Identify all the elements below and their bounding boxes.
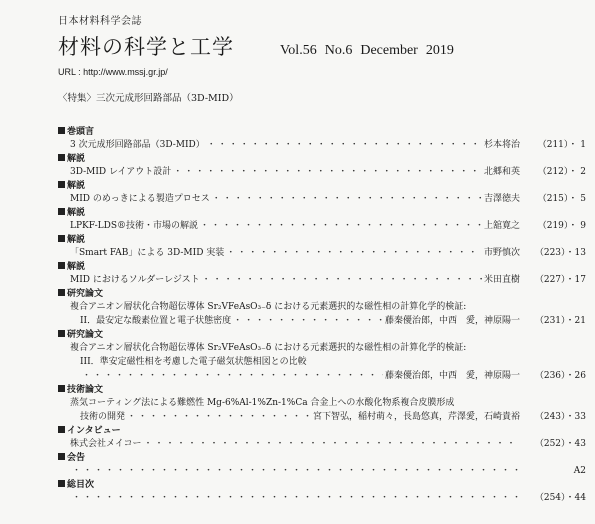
toc-category [58,151,586,164]
toc-entry-title[interactable]: MID のめっきによる製造プロセス [70,194,210,204]
category-square-icon [58,330,65,337]
leader-dots [202,272,482,285]
leader-dots [226,245,482,258]
toc-entry-page: （252）・43 [534,439,586,449]
toc-entry[interactable] [58,164,586,178]
toc-category-label: 技術論文 [67,385,104,395]
feature-title: 〈特集〉三次元成形回路部品（3D-MID） [58,93,239,104]
toc-entry-page: （219）・ 9 [537,221,586,231]
toc-category-label: 解説 [67,154,86,164]
toc-entry[interactable] [58,368,586,382]
toc-category-label: 解説 [67,208,86,218]
leader-dots [233,313,383,326]
toc-title-line[interactable]: 蒸気コーティング法による難燃性 Mg-6%Al-1%Zn-1%Ca 合金上への水酸化物系複合皮膜形成 [70,398,455,408]
toc-category-label: 研究論文 [67,330,104,340]
toc-entry-author: 北郷和英 [483,167,520,177]
toc-entry-page: （227）・17 [534,275,586,285]
toc-entry-title[interactable]: 3 次元成形回路部品（3D-MID） [70,140,205,150]
issue-info [280,43,462,59]
toc-entry-author: 藤秦優治郎，中西 愛，神原陽一 [384,371,520,381]
toc-category [58,232,586,245]
toc-entry[interactable] [58,137,586,151]
leader-dots [143,436,518,449]
toc-entry-page: （215）・ 5 [537,194,586,204]
category-square-icon [58,262,65,269]
category-square-icon [58,289,65,296]
toc-entry[interactable] [58,272,586,286]
toc-entry-author: 米田直樹 [483,275,520,285]
toc-entry[interactable] [58,313,586,327]
category-square-icon [58,426,65,433]
journal-title-row [58,31,578,61]
toc-entry-author: 吉澤徳夫 [483,194,520,204]
toc-category [58,450,586,463]
volume: Vol.56 [280,43,317,58]
toc-entry-author: 杉本将治 [483,140,520,150]
table-of-contents [58,124,586,504]
category-square-icon [58,181,65,188]
toc-category-label: インタビュー [67,426,121,436]
toc-entry-author: 市野慎次 [483,248,520,258]
toc-entry[interactable] [58,436,586,450]
toc-entry[interactable] [58,218,586,232]
toc-entry[interactable] [58,463,586,477]
month: December [360,43,418,58]
leader-dots [127,409,311,422]
toc-category-label: 研究論文 [67,289,104,299]
toc-category [58,205,586,218]
leader-dots [82,368,383,381]
toc-title-line[interactable]: III．準安定磁性相を考慮した電子磁気状態相図との比較 [80,357,307,367]
toc-category [58,382,586,395]
toc-entry-author: 藤秦優治郎，中西 愛，神原陽一 [384,316,520,326]
number: No.6 [324,43,353,58]
toc-entry-page: （243）・33 [534,412,586,422]
journal-url[interactable]: URL : http://www.mssj.gr.jp/ [58,67,168,77]
toc-entry-page: （211）・ 1 [537,140,586,150]
category-square-icon [58,385,65,392]
leader-dots [207,137,482,150]
toc-entry-page: A2 [573,466,586,476]
toc-entry-title[interactable]: II．最安定な酸素位置と電子状態密度 [80,316,232,326]
toc-entry-title[interactable]: LPKF-LDS®技術・市場の解説 [70,221,198,231]
category-square-icon [58,453,65,460]
category-square-icon [58,154,65,161]
toc-category-label: 会告 [67,453,86,463]
toc-entry-title[interactable]: 3D-MID レイアウト設計 [70,167,172,177]
toc-entry-page: （223）・13 [534,248,586,258]
leader-dots [72,463,518,476]
toc-entry-title[interactable]: MID におけるソルダーレジスト [70,275,200,285]
toc-entry[interactable] [58,245,586,259]
toc-entry-page: （231）・21 [534,316,586,326]
toc-category-label: 解説 [67,262,86,272]
toc-entry-author: 上舘寛之 [483,221,520,231]
toc-category-label: 総目次 [67,480,95,490]
toc-category [58,423,586,436]
toc-entry-title[interactable]: 株式会社メイコー [70,439,142,449]
society-name: 日本材料科学会誌 [58,16,142,27]
category-square-icon [58,235,65,242]
category-square-icon [58,127,65,134]
leader-dots [200,218,482,231]
leader-dots [173,164,482,177]
toc-category [58,259,586,272]
toc-category [58,477,586,490]
year: 2019 [425,43,454,58]
toc-title-line[interactable]: 複合アニオン層状化合物超伝導体 Sr₂VFeAsO₃₋δ における元素選択的な磁性相の計算化学的検証: [70,302,467,312]
toc-category-label: 解説 [67,235,86,245]
toc-title-line[interactable]: 複合アニオン層状化合物超伝導体 Sr₂VFeAsO₃₋δ における元素選択的な磁性相の計算化学的検証: [70,343,467,353]
toc-entry[interactable] [58,191,586,205]
toc-category [58,286,586,299]
toc-entry[interactable] [58,490,586,504]
toc-category [58,327,586,340]
toc-entry-title[interactable]: 技術の開発 [80,412,126,422]
toc-category [58,178,586,191]
toc-entry[interactable] [58,409,586,423]
category-square-icon [58,480,65,487]
journal-title: 材料の科学と工学 [58,35,234,59]
toc-entry-page: （212）・ 2 [537,167,586,177]
toc-category [58,124,586,137]
toc-entry-author: 宮下智弘，稲村萌々，長島悠真，芹澤愛，石崎貴裕 [312,412,520,422]
leader-dots [72,490,518,503]
toc-category-label: 解説 [67,181,86,191]
toc-entry-page: （236）・26 [534,371,586,381]
leader-dots [212,191,482,204]
toc-entry-page: （254）・44 [534,493,586,503]
toc-category-label: 巻頭言 [67,127,95,137]
journal-header [58,12,578,77]
toc-entry-title[interactable]: 「Smart FAB」による 3D-MID 実装 [70,248,225,258]
category-square-icon [58,208,65,215]
